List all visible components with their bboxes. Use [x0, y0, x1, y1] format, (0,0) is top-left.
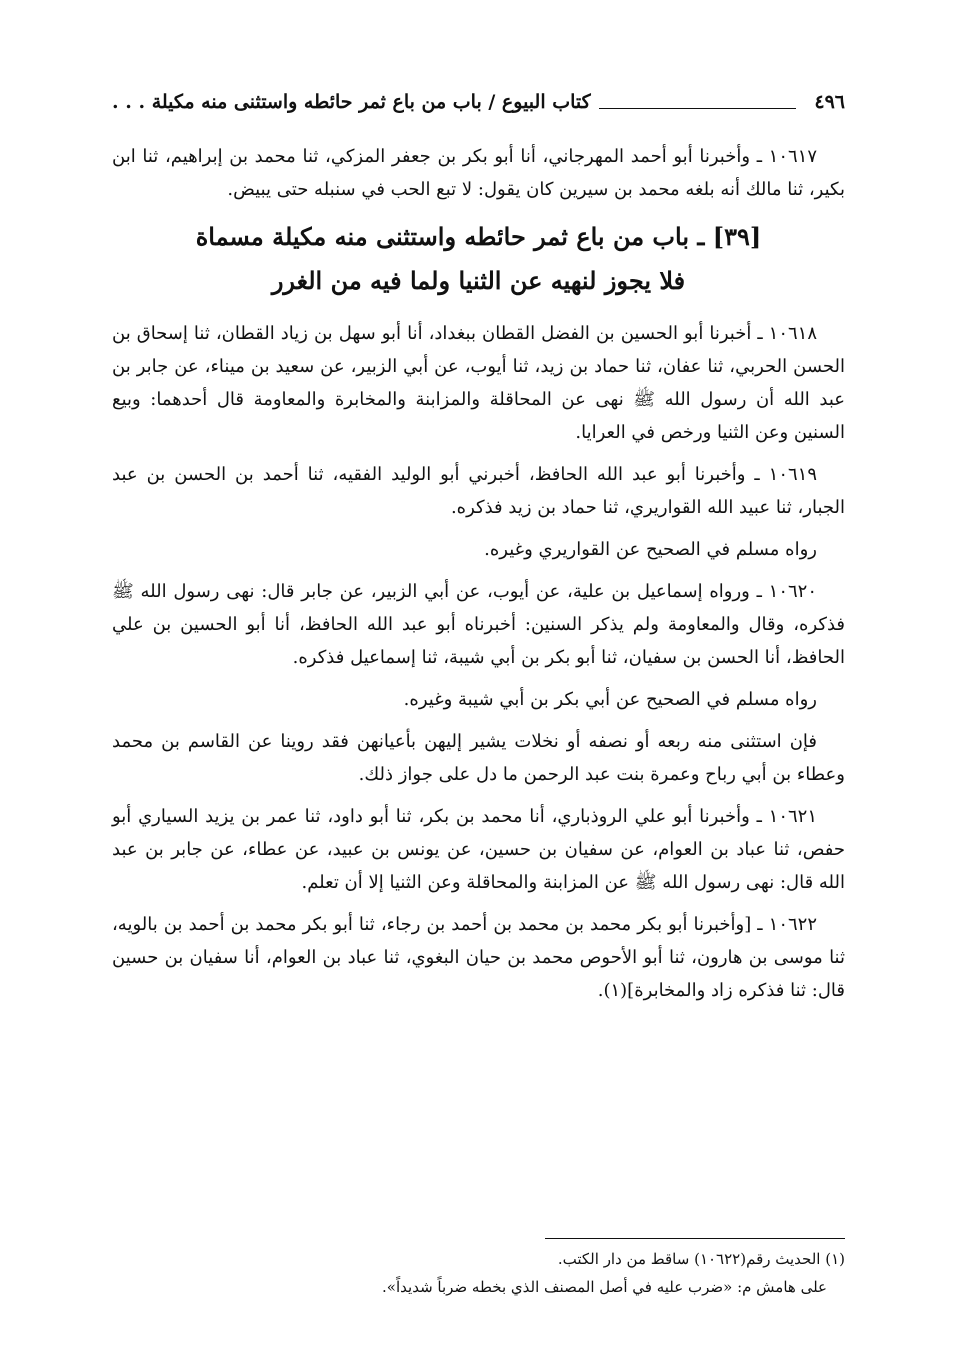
chapter-heading	[112, 215, 845, 303]
running-title: كتاب البيوع / باب من باع ثمر حائطه واستثنى منه مكيلة . . .	[112, 91, 591, 113]
chapter-heading-line-1: [٣٩] ـ باب من باع ثمر حائطه واستثنى منه مكيلة مسماة	[195, 222, 762, 251]
hadith-10622: ١٠٦٢٢ ـ [وأخبرنا أبو بكر محمد بن محمد بن أحمد بن رجاء، ثنا أبو بكر محمد بن أحمد بن بالويه، ثنا موسى بن هارون، ثنا أبو الأحوص محمد بن حيان البغوي، ثنا عباد بن العوام، أنا سفيان بن حسين قال: ثنا فذكره زاد والمخابرة](١).	[112, 914, 845, 1001]
hadith-10617: ١٠٦١٧ ـ وأخبرنا أبو أحمد المهرجاني، أنا أبو بكر بن جعفر المزكي، ثنا محمد بن إبراهيم، ثنا ابن بكير، ثنا مالك أنه بلغه محمد بن سيرين كان يقول: لا تبع الحب في سنبله حتى يبيض.	[112, 146, 845, 200]
hadith-10618: ١٠٦١٨ ـ أخبرنا أبو الحسين بن الفضل القطان ببغداد، أنا أبو سهل بن زياد القطان، ثنا إسحاق بن الحسن الحربي، ثنا عفان، ثنا حماد بن زيد، ثنا أيوب، عن أبي الزبير، عن سعيد بن ميناء، عن جابر بن عبد الله أن رسول الله ﷺ نهى عن المحاقلة والمزابنة والمخابرة والمعاومة قال أحدهما: وبيع السنين وعن الثنيا ورخص في العرايا.	[112, 323, 845, 443]
footnote-1: (١) الحديث رقم(١٠٦٢٢) ساقط من دار الكتب.	[557, 1250, 845, 1268]
running-header	[112, 84, 845, 120]
hadith-10620: ١٠٦٢٠ ـ ورواه إسماعيل بن علية، عن أيوب، عن أبي الزبير، عن جابر قال: نهى رسول الله ﷺ فذكره، وقال والمعاومة ولم يذكر السنين: أخبرناه أبو عبد الله الحافظ، أنا أبو الحسين بن علي الحافظ، أنا الحسن بن سفيان، ثنا أبو بكر بن أبي شيبة، ثنا إسماعيل فذكره.	[112, 581, 845, 668]
page-number: ٤٩٦	[814, 91, 845, 113]
narration-note-abi-shaybah: رواه مسلم في الصحيح عن أبي بكر بن أبي شيبة وغيره.	[403, 689, 817, 710]
footnote-separator	[545, 1238, 845, 1239]
exception-commentary: فإن استثنى منه ربعه أو نصفه أو نخلات يشير إليهن بأعيانهن فقد روينا عن القاسم بن محمد وعطاء بن أبي رباح وعمرة بنت عبد الرحمن ما دل على جواز ذلك.	[112, 731, 845, 785]
header-rule	[599, 108, 797, 109]
hadith-10621: ١٠٦٢١ ـ وأخبرنا أبو علي الروذباري، أنا محمد بن بكر، ثنا أبو داود، ثنا عمر بن يزيد السياري أبو حفص، ثنا عباد بن العوام، عن سفيان بن حسين، عن يونس بن عبيد، عن عطاء، عن جابر بن عبد الله قال: نهى رسول الله ﷺ عن المزابنة والمحاقلة وعن الثنيا إلا أن تعلم.	[112, 806, 845, 893]
page-body	[112, 140, 845, 1016]
narration-note-qawariri: رواه مسلم في الصحيح عن القواريري وغيره.	[484, 539, 817, 560]
chapter-heading-line-2: فلا يجوز لنهيه عن الثنيا ولما فيه من الغرر	[271, 266, 686, 295]
hadith-10619: ١٠٦١٩ ـ وأخبرنا أبو عبد الله الحافظ، أخبرني أبو الوليد الفقيه، ثنا أحمد بن الحسن بن عبد الجبار، ثنا عبيد الله القواريري، ثنا حماد بن زيد فذكره.	[112, 464, 845, 518]
footnote-1-continuation: على هامش م: «ضرب عليه في أصل المصنف الذي بخطه ضرباً شديداً».	[382, 1278, 827, 1296]
footnotes	[112, 1238, 845, 1301]
